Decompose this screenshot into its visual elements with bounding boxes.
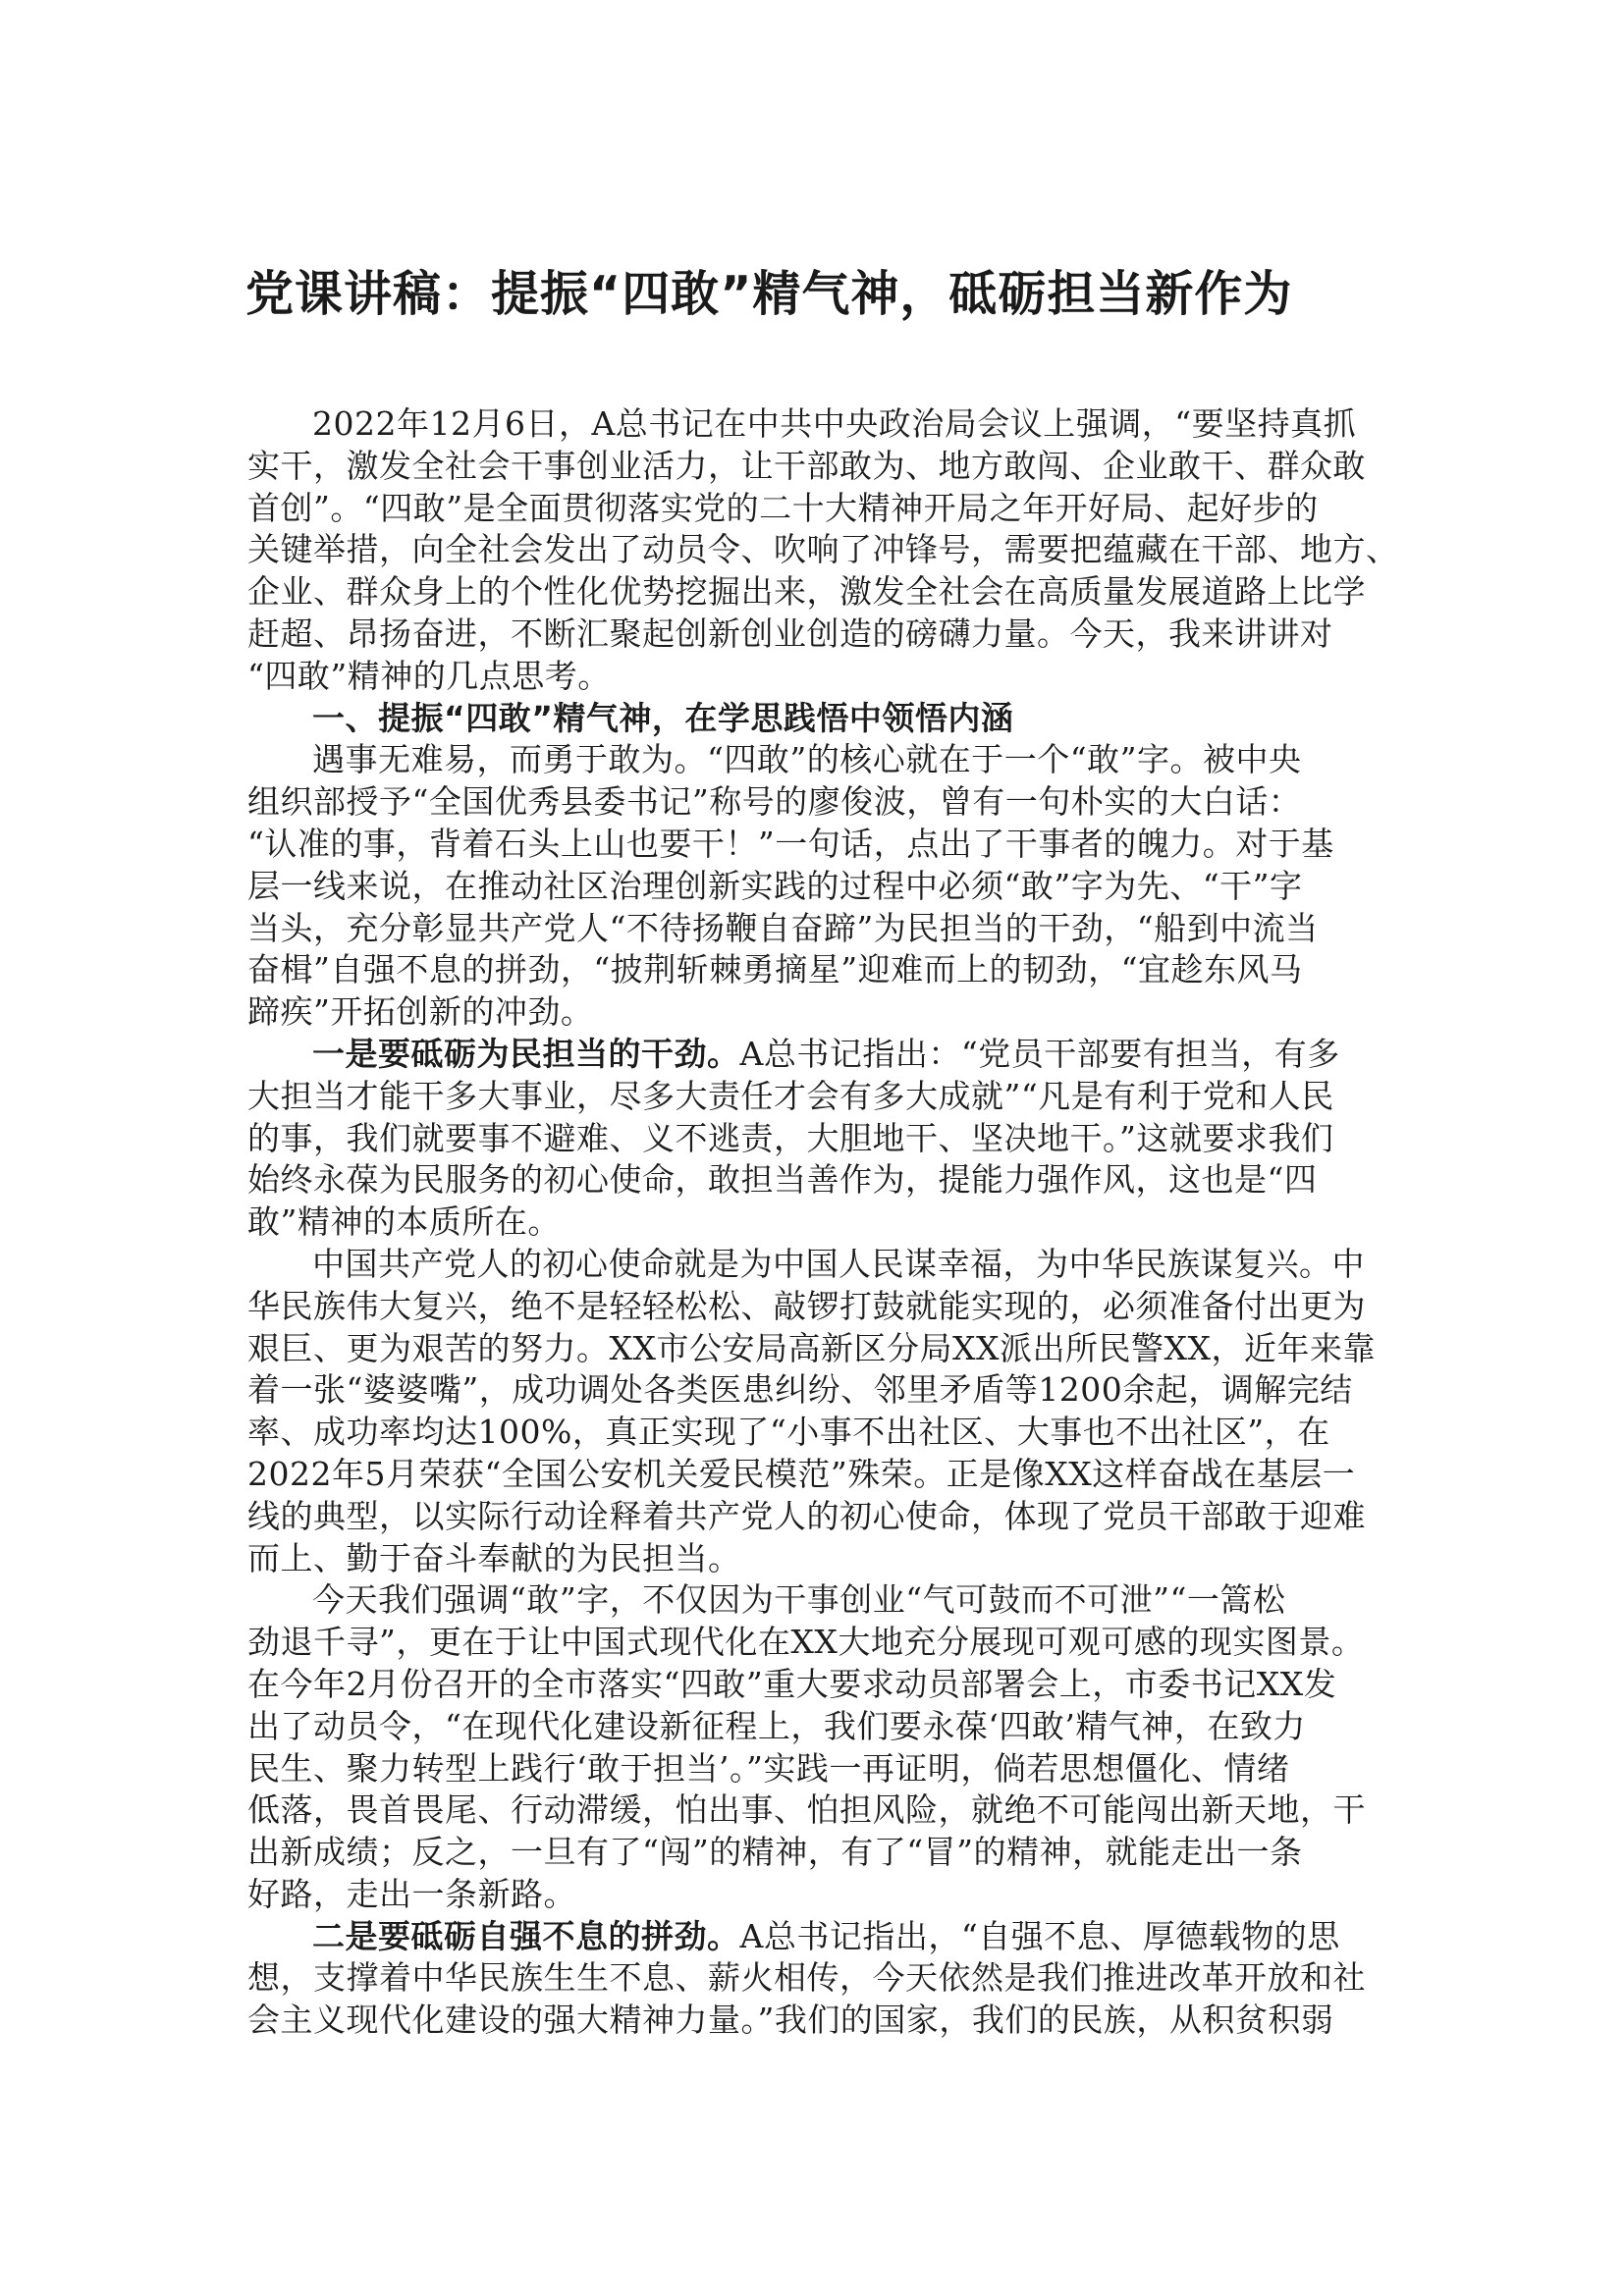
text-line: 的事，我们就要事不避难、义不逃责，大胆地干、坚决地干。”这就要求我们 xyxy=(247,1118,1334,1157)
text-line: 当头，充分彰显共产党人“不待扬鞭自奋蹄”为民担当的干劲，“船到中流当 xyxy=(247,908,1319,947)
text-line: 好路，走出一条新路。 xyxy=(247,1874,576,1913)
text-line: 民生、聚力转型上践行‘敢于担当’。”实践一再证明，倘若思想僵化、情绪 xyxy=(247,1748,1290,1788)
text-span: A总书记指出：“党员干部要有担当，有多 xyxy=(739,1034,1340,1073)
text-line: 率、成功率均达100%，真正实现了“小事不出社区、大事也不出社区”，在 xyxy=(247,1413,1330,1452)
text-line: 层一线来说，在推动社区治理创新实践的过程中必须“敢”字为先、“干”字 xyxy=(247,866,1303,905)
text-line: 实干，激发全社会干事创业活力，让干部敢为、地方敢闯、企业敢干、群众敢 xyxy=(247,446,1366,485)
text-line: 华民族伟大复兴，绝不是轻轻松松、敲锣打鼓就能实现的，必须准备付出更为 xyxy=(247,1286,1366,1325)
text-line: “四敢”精神的几点思考。 xyxy=(247,656,611,695)
text-line xyxy=(247,1034,1377,1076)
page-title: 党课讲稿：提振“四敢”精气神，砥砺担当新作为 xyxy=(245,266,1293,322)
text-line: 艰巨、更为艰苦的努力。XX市公安局高新区分局XX派出所民警XX，近年来靠 xyxy=(247,1328,1376,1367)
text-line xyxy=(247,1916,1377,1958)
text-line: 2022年12月6日，A总书记在中共中央政治局会议上强调，“要坚持真抓 xyxy=(312,404,1357,443)
bold-lead: 二是要砥砺自强不息的拼劲。 xyxy=(312,1916,740,1955)
text-line: 关键举措，向全社会发出了动员令、吹响了冲锋号，需要把蕴藏在干部、地方、 xyxy=(247,530,1399,569)
text-line: 组织部授予“全国优秀县委书记”称号的廖俊波，曾有一句朴实的大白话： xyxy=(247,782,1302,822)
text-line: 出了动员令，“在现代化建设新征程上，我们要永葆‘四敢’精气神，在致力 xyxy=(247,1706,1306,1745)
text-line: 今天我们强调“敢”字，不仅因为干事创业“气可鼓而不可泄”“一篙松 xyxy=(312,1580,1286,1620)
text-line: 低落，畏首畏尾、行动滞缓，怕出事、怕担风险，就绝不可能闯出新天地，干 xyxy=(247,1790,1366,1830)
text-line: 大担当才能干多大事业，尽多大责任才会有多大成就”“凡是有利于党和人民 xyxy=(247,1076,1334,1115)
document-body xyxy=(247,403,1399,2042)
text-line: 遇事无难易，而勇于敢为。“四敢”的核心就在于一个“敢”字。被中央 xyxy=(312,740,1302,779)
text-line: 出新成绩；反之，一旦有了“闯”的精神，有了“冒”的精神，就能走出一条 xyxy=(247,1833,1303,1872)
text-line: 敢”精神的本质所在。 xyxy=(247,1202,561,1242)
bold-lead: 一是要砥砺为民担当的干劲。 xyxy=(312,1034,740,1073)
text-line: 着一张“婆婆嘴”，成功调处各类医患纠纷、邻里矛盾等1200余起，调解完结 xyxy=(247,1370,1353,1410)
text-line: 会主义现代化建设的强大精神力量。”我们的国家，我们的民族，从积贫积弱 xyxy=(247,2001,1334,2040)
text-line: 蹄疾”开拓创新的冲劲。 xyxy=(247,992,594,1032)
text-line: “认准的事，背着石头上山也要干！”一句话，点出了干事者的魄力。对于基 xyxy=(247,824,1334,863)
text-line: 赶超、昂扬奋进，不断汇聚起创新创业创造的磅礴力量。今天，我来讲讲对 xyxy=(247,614,1333,653)
section-heading: 一、提振“四敢”精气神，在学思践悟中领悟内涵 xyxy=(312,698,1014,737)
text-line: 线的典型，以实际行动诠释着共产党人的初心使命，体现了党员干部敢于迎难 xyxy=(247,1496,1366,1535)
text-line: 而上、勤于奋斗奉献的为民担当。 xyxy=(247,1538,741,1577)
text-line: 奋楫”自强不息的拼劲，“披荆斩棘勇摘星”迎难而上的韧劲，“宜趁东风马 xyxy=(247,950,1303,989)
text-line: 始终永葆为民服务的初心使命，敢担当善作为，提能力强作风，这也是“四 xyxy=(247,1160,1318,1200)
text-line: 企业、群众身上的个性化优势挖掘出来，激发全社会在高质量发展道路上比学 xyxy=(247,572,1366,612)
text-span: A总书记指出，“自强不息、厚德载物的思 xyxy=(739,1916,1340,1955)
text-line: 在今年2月份召开的全市落实“四敢”重大要求动员部署会上，市委书记XX发 xyxy=(247,1664,1337,1703)
text-line: 首创”。“四敢”是全面贯彻落实党的二十大精神开局之年开好局、起好步的 xyxy=(247,488,1319,527)
text-line: 2022年5月荣获“全国公安机关爱民模范”殊荣。正是像XX这样奋战在基层一 xyxy=(247,1454,1356,1493)
text-line: 想，支撑着中华民族生生不息、薪火相传，今天依然是我们推进改革开放和社 xyxy=(247,1958,1366,1998)
text-line: 中国共产党人的初心使命就是为中国人民谋幸福，为中华民族谋复兴。中 xyxy=(312,1244,1365,1283)
text-line: 劲退千寻”，更在于让中国式现代化在XX大地充分展现可观可感的现实图景。 xyxy=(247,1623,1365,1662)
